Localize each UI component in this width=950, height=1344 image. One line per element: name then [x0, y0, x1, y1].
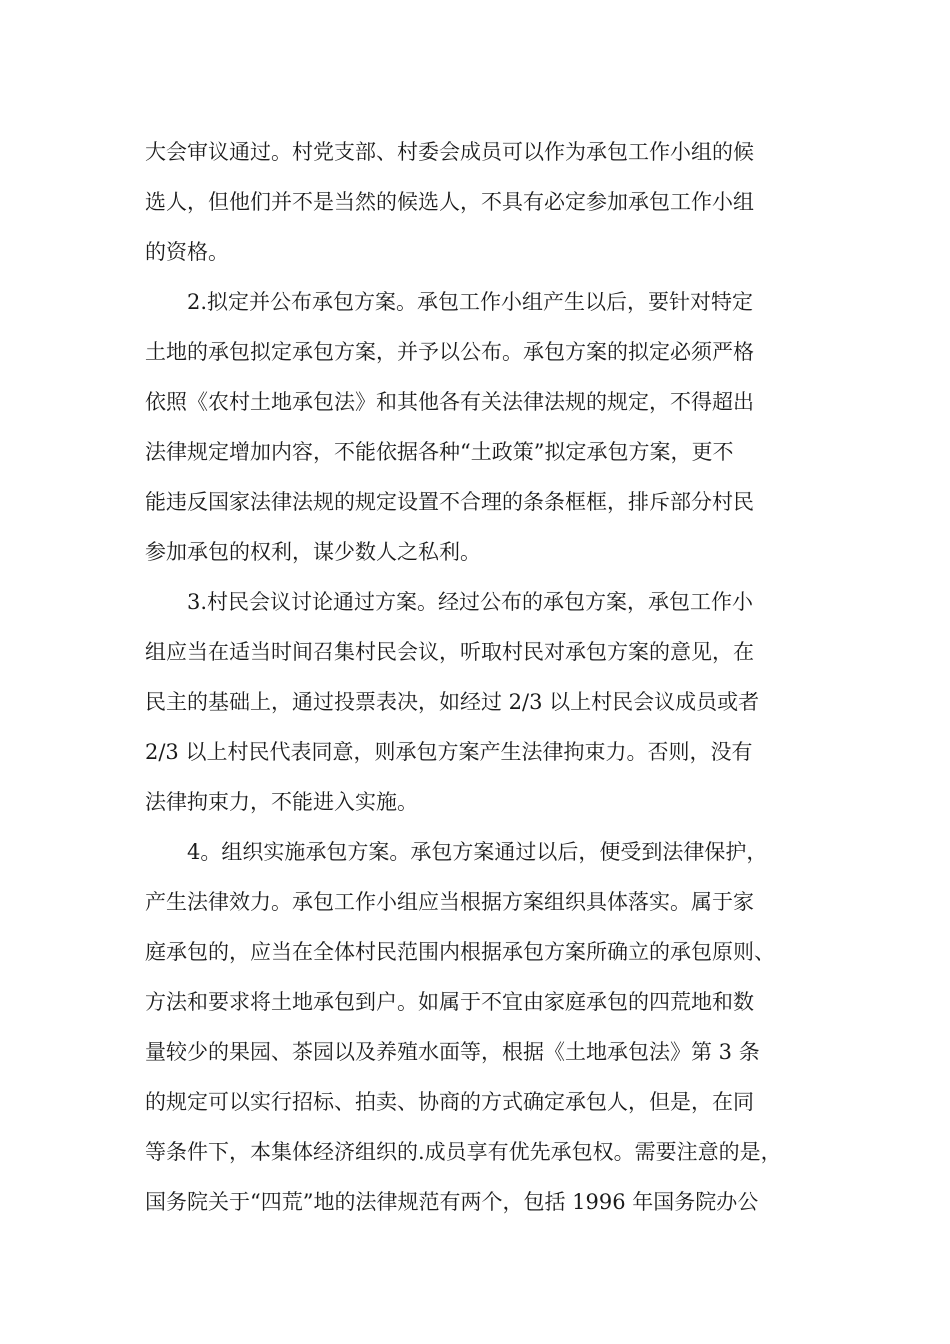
- text-line: 组应当在适当时间召集村民会议，听取村民对承包方案的意见，在: [145, 640, 754, 664]
- paragraph-start-line: 3.村民会议讨论通过方案。经过公布的承包方案，承包工作小: [187, 590, 754, 614]
- text-line: 大会审议通过。村党支部、村委会成员可以作为承包工作小组的候: [145, 140, 754, 164]
- text-line: 量较少的果园、茶园以及养殖水面等，根据《土地承包法》第 3 条: [145, 1040, 760, 1064]
- text-line: 土地的承包拟定承包方案，并予以公布。承包方案的拟定必须严格: [145, 340, 754, 364]
- text-line: 产生法律效力。承包工作小组应当根据方案组织具体落实。属于家: [145, 890, 754, 914]
- text-line: 参加承包的权利，谋少数人之私利。: [145, 540, 481, 564]
- text-line: 的规定可以实行招标、拍卖、协商的方式确定承包人，但是，在同: [145, 1090, 754, 1114]
- paragraph-start-line: 4。组织实施承包方案。承包方案通过以后，便受到法律保护，: [187, 840, 768, 864]
- text-line: 选人，但他们并不是当然的候选人，不具有必定参加承包工作小组: [145, 190, 754, 214]
- text-line: 2/3 以上村民代表同意，则承包方案产生法律拘束力。否则，没有: [145, 740, 753, 764]
- text-line: 依照《农村土地承包法》和其他各有关法律法规的规定，不得超出: [145, 390, 754, 414]
- paragraph-start-line: 2.拟定并公布承包方案。承包工作小组产生以后，要针对特定: [187, 290, 754, 314]
- text-line: 的资格。: [145, 240, 229, 264]
- text-line: 法律拘束力，不能进入实施。: [145, 790, 418, 814]
- text-line: 民主的基础上，通过投票表决，如经过 2/3 以上村民会议成员或者: [145, 690, 760, 714]
- text-line: 庭承包的，应当在全体村民范围内根据承包方案所确立的承包原则、: [145, 940, 775, 964]
- text-line: 法律规定增加内容，不能依据各种“土政策”拟定承包方案，更不: [145, 440, 734, 464]
- text-line: 能违反国家法律法规的规定设置不合理的条条框框，排斥部分村民: [145, 490, 754, 514]
- text-line: 等条件下，本集体经济组织的.成员享有优先承包权。需要注意的是，: [145, 1140, 782, 1164]
- text-line: 方法和要求将土地承包到户。如属于不宜由家庭承包的四荒地和数: [145, 990, 754, 1014]
- text-line: 国务院关于“四荒”地的法律规范有两个，包括 1996 年国务院办公: [145, 1190, 759, 1214]
